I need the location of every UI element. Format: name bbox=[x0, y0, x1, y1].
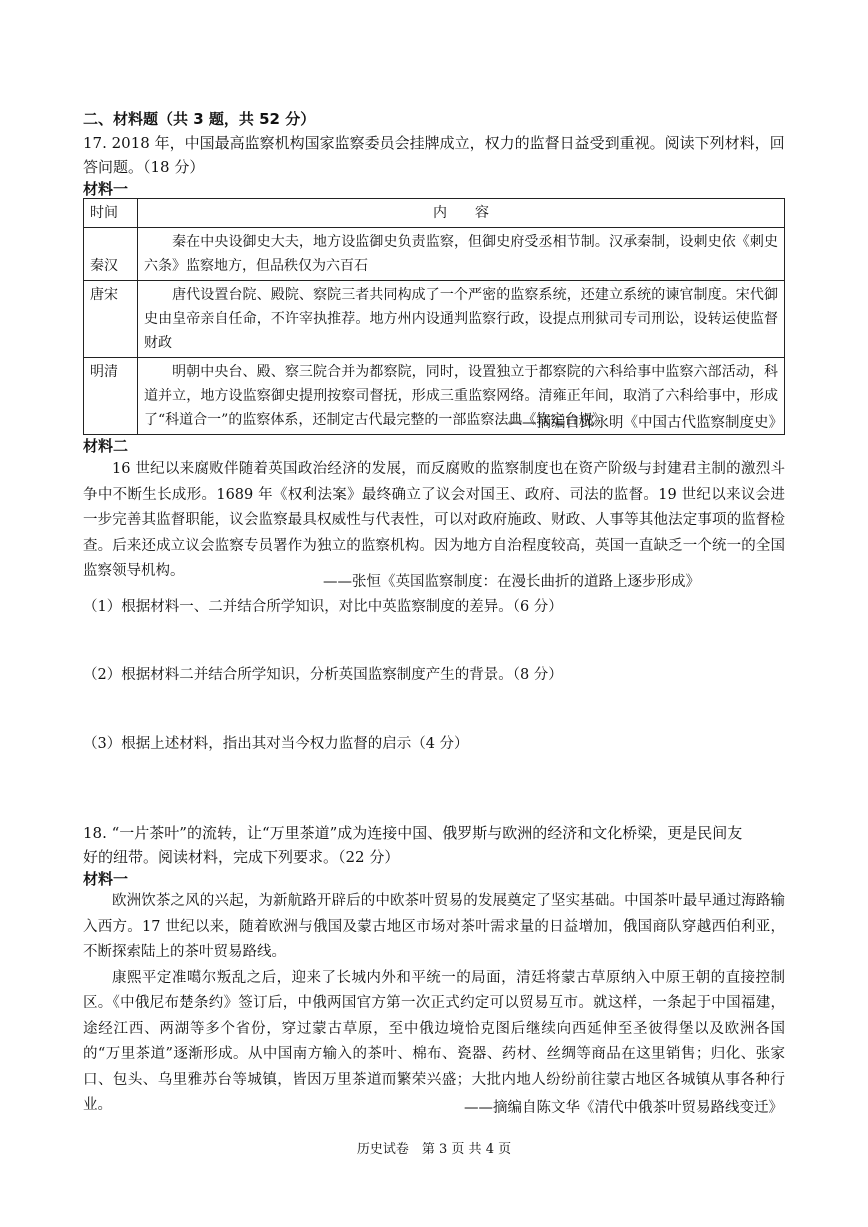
q17-material2-label: 材料二 bbox=[83, 437, 129, 455]
table-header-period: 时间 bbox=[84, 199, 138, 228]
material2-source: ——张恒《英国监察制度：在漫长曲折的道路上逐步形成》 bbox=[323, 574, 700, 590]
table-header-content: 内 容 bbox=[138, 199, 785, 228]
q17-material1-label: 材料一 bbox=[83, 180, 129, 198]
q18-stem-line2: 好的纽带。阅读材料，完成下列要求。（22 分） bbox=[83, 848, 400, 866]
table-cell-content bbox=[138, 281, 785, 358]
table-cell-content-text: 唐代设置台院、殿院、察院三者共同构成了一个严密的监察系统，还建立系统的谏官制度。宋代御史由皇帝亲自任命，不许宰执推荐。地方州内设通判监察行政，设提点刑狱司专司刑讼，设转运使监督财政 bbox=[144, 287, 778, 351]
q17-sub1: （1）根据材料一、二并结合所学知识，对比中英监察制度的差异。（6 分） bbox=[83, 599, 563, 615]
q18-paragraph-2: 康熙平定准噶尔叛乱之后，迎来了长城内外和平统一的局面，清廷将蒙古草原纳入中原王朝的直接控制区。《中俄尼布楚条约》签订后，中俄两国官方第一次正式约定可以贸易互市。就这样，一条起于中国福建，途经江西、两湖等多个省份，穿过蒙古草原，至中俄边境恰克图后继续向西延伸至圣彼得堡以及欧洲各国的“万里茶道”逐渐形成。从中国南方输入的茶叶、棉布、瓷器、药材、丝绸等商品在这里销售；归化、张家口、包头、乌里雅苏台等城镇，皆因万里茶道而繁荣兴盛；大批内地人纷纷前往蒙古地区各城镇从事各种行业。 bbox=[83, 969, 785, 1113]
table-cell-content bbox=[138, 228, 785, 281]
table-cell-content-text: 秦在中央设御史大夫，地方设监御史负责监察，但御史府受丞相节制。汉承秦制，设刺史依《刺史六条》监察地方，但品秩仅为六百石 bbox=[144, 234, 778, 274]
material1-table bbox=[83, 198, 785, 435]
q17-sub3: （3）根据上述材料，指出其对当今权力监督的启示（4 分） bbox=[83, 736, 469, 752]
section-title: 二、材料题（共 3 题，共 52 分） bbox=[83, 110, 316, 128]
q18-material1-label: 材料一 bbox=[83, 870, 129, 888]
material1-source: ——摘编自邱永明《中国古代监察制度史》 bbox=[507, 415, 783, 431]
q18-paragraph-1: 欧洲饮茶之风的兴起，为新航路开辟后的中欧茶叶贸易的发展奠定了坚实基础。中国茶叶最早通过海路输入西方。17 世纪以来，随着欧洲与俄国及蒙古地区市场对茶叶需求量的日益增加，俄国商队穿越西伯利亚，不断探索陆上的茶叶贸易路线。 bbox=[83, 893, 785, 960]
material2-paragraph bbox=[83, 457, 785, 585]
q17-stem-line2: 答问题。（18 分） bbox=[83, 158, 205, 176]
table-row bbox=[84, 228, 785, 281]
table-row bbox=[84, 281, 785, 358]
table-cell-period: 唐宋 bbox=[84, 281, 138, 358]
q18-material1-source: ——摘编自陈文华《清代中俄茶叶贸易路线变迁》 bbox=[464, 1100, 783, 1116]
table-header-row bbox=[84, 199, 785, 228]
page-footer: 历史试卷 第 3 页 共 4 页 bbox=[356, 1142, 512, 1157]
table-cell-period: 秦汉 bbox=[84, 228, 138, 281]
q18-stem-line1: 18. “一片茶叶”的流转，让“万里茶道”成为连接中国、俄罗斯与欧洲的经济和文化桥梁，更是民间友 bbox=[83, 824, 743, 842]
table-cell-period: 明清 bbox=[84, 358, 138, 435]
q17-stem-line1: 17. 2018 年，中国最高监察机构国家监察委员会挂牌成立，权力的监督日益受到重视。阅读下列材料，回 bbox=[83, 134, 785, 152]
material2-text: 16 世纪以来腐败伴随着英国政治经济的发展，而反腐败的监察制度也在资产阶级与封建君主制的激烈斗争中不断生长成形。1689 年《权利法案》最终确立了议会对国王、政府、司法的监督。19 世纪以来议会进一步完善其监督职能，议会监察最具权威性与代表性，可以对政府施政、财政、人事等其他法定事项的监督检查。后来还成立议会监察专员署作为独立的监察机构。因为地方自治程度较高，英国一直缺乏一个统一的全国监察领导机构。 bbox=[83, 461, 785, 579]
table-cell-content-text: 明朝中央台、殿、察三院合并为都察院，同时，设置独立于都察院的六科给事中监察六部活动，科道并立，地方设监察御史提刑按察司督抚，形成三重监察网络。清雍正年间，取消了六科给事中，形成了“科道合一”的监察体系，还制定古代最完整的一部监察法典《钦定台规》 bbox=[144, 364, 778, 428]
q17-sub2: （2）根据材料二并结合所学知识，分析英国监察制度产生的背景。（8 分） bbox=[83, 667, 563, 683]
q18-material1-body bbox=[83, 889, 785, 1119]
